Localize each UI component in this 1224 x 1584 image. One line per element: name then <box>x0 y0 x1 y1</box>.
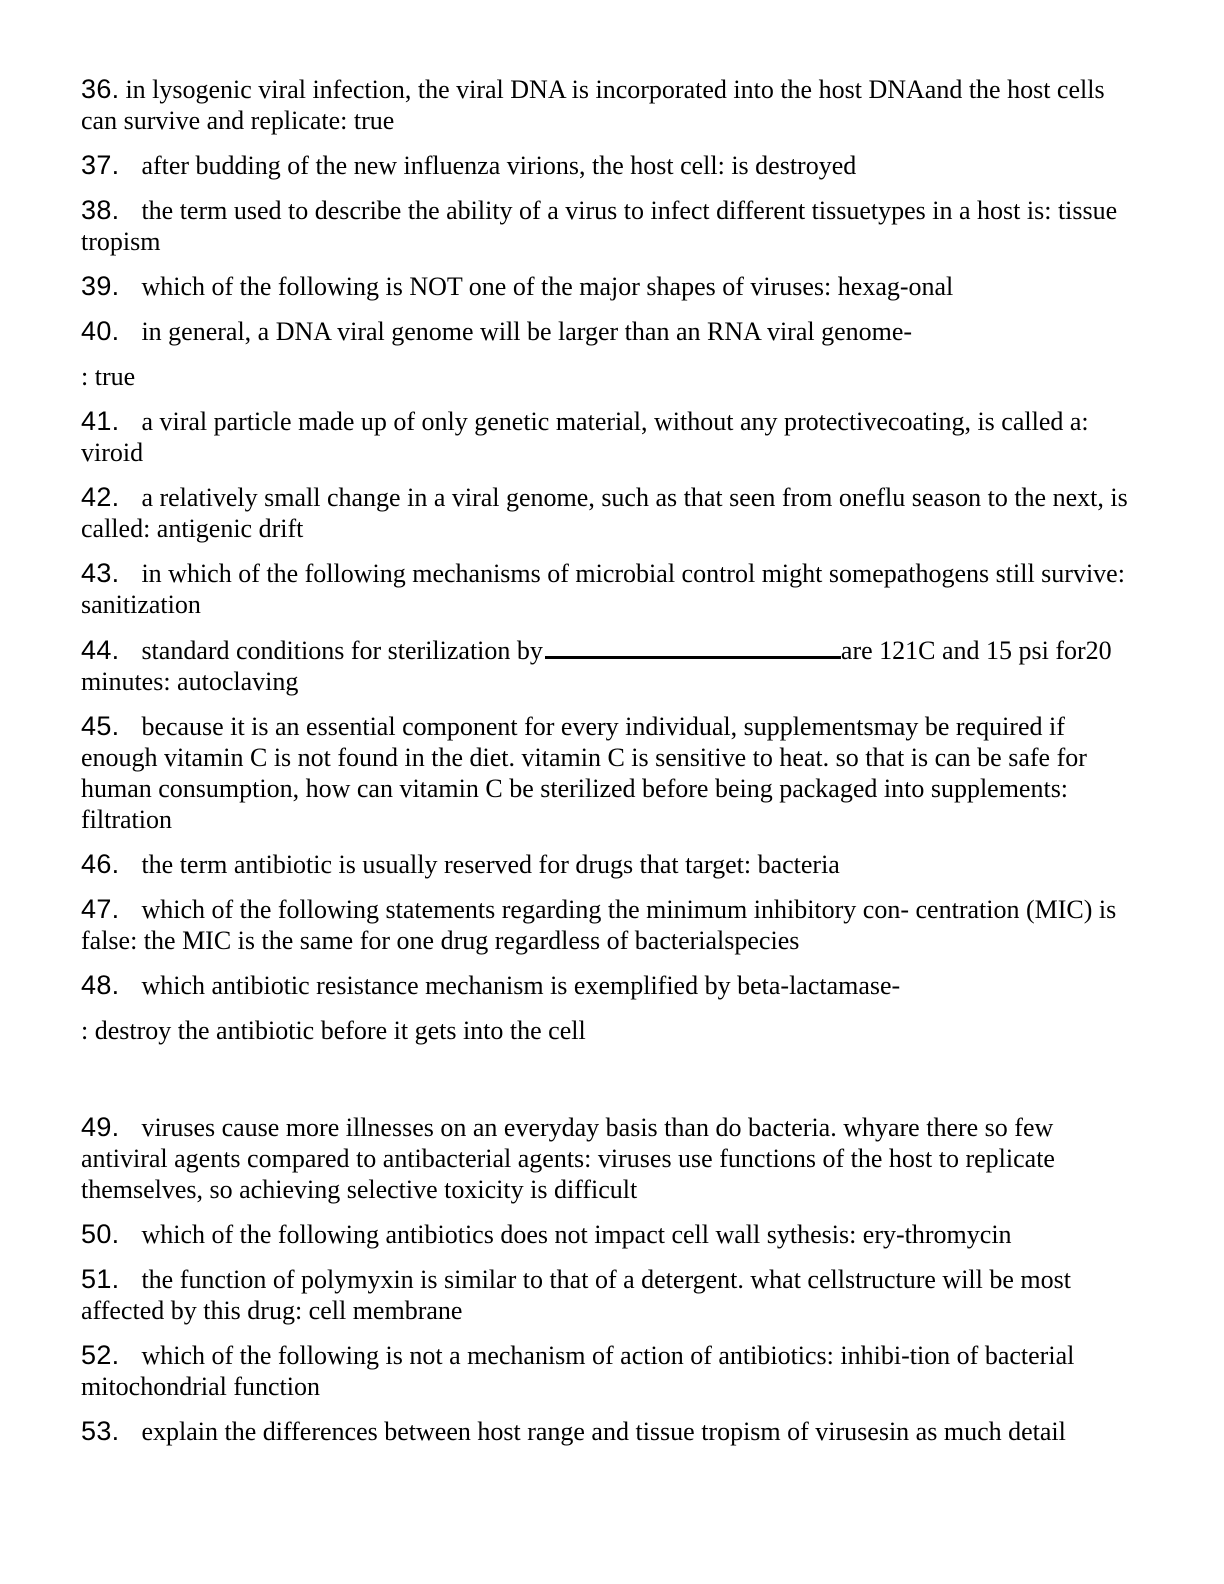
question-text: explain the differences between host range and tissue tropism of virusesin as much detail <box>141 1417 1066 1446</box>
question-number: 40. <box>81 316 120 346</box>
question-number: 38. <box>81 195 120 225</box>
question-46 <box>81 849 1133 880</box>
question-text: a viral particle made up of only genetic material, without any protectivecoating, is called a: viroid <box>81 407 1089 467</box>
question-number: 49. <box>81 1112 120 1142</box>
question-number: 48. <box>81 970 120 1000</box>
question-47 <box>81 894 1133 956</box>
question-text: a relatively small change in a viral genome, such as that seen from oneflu season to the next, is called: antigenic drift <box>81 483 1128 543</box>
question-43 <box>81 558 1133 620</box>
question-48-answer: : destroy the antibiotic before it gets into the cell <box>81 1016 586 1045</box>
question-text: which of the following antibiotics does not impact cell wall sythesis: ery-thromycin <box>141 1220 1012 1249</box>
question-37 <box>81 150 1133 181</box>
question-38 <box>81 195 1133 257</box>
question-45 <box>81 711 1133 835</box>
document-page <box>81 74 1133 1461</box>
question-text: because it is an essential component for every individual, supplementsmay be required if enough vitamin C is not found in the diet. vitamin C is sensitive to heat. so that is can be safe for human consumption, how can vitamin C be sterilized before being packaged into supplements: filtration <box>81 712 1087 834</box>
question-text: in which of the following mechanisms of microbial control might somepathogens still survive: sanitization <box>81 559 1125 619</box>
question-text: which of the following statements regarding the minimum inhibitory con- centration (MIC) is false: the MIC is the same for one drug regardless of bacterialspecies <box>81 895 1117 955</box>
question-text: the term used to describe the ability of a virus to infect different tissuetypes in a host is: tissue tropism <box>81 196 1118 256</box>
question-text-after-blank: are 121C and 15 psi for20 minutes: autoclaving <box>81 636 1112 696</box>
question-text: viruses cause more illnesses on an everyday basis than do bacteria. whyare there so few antiviral agents compared to antibacterial agents: viruses use functions of the host to replicate themselves, so achieving selective toxicity is difficult <box>81 1113 1055 1204</box>
question-number: 42. <box>81 482 120 512</box>
question-52 <box>81 1340 1133 1402</box>
question-number: 41. <box>81 406 120 436</box>
question-text-before-blank: standard conditions for sterilization by <box>141 636 543 665</box>
question-number: 46. <box>81 849 120 879</box>
question-number: 53. <box>81 1416 120 1446</box>
question-53 <box>81 1416 1133 1447</box>
question-42 <box>81 482 1133 544</box>
question-48 <box>81 970 1133 1001</box>
vertical-spacer <box>81 1060 1133 1112</box>
question-text: in lysogenic viral infection, the viral DNA is incorporated into the host DNAand the host cells can survive and replicate: true <box>81 75 1105 135</box>
question-50 <box>81 1219 1133 1250</box>
question-text: the term antibiotic is usually reserved for drugs that target: bacteria <box>141 850 840 879</box>
question-text: which of the following is NOT one of the major shapes of viruses: hexag-onal <box>141 272 954 301</box>
fill-in-blank-line <box>545 634 841 659</box>
question-44 <box>81 634 1133 697</box>
question-text: in general, a DNA viral genome will be larger than an RNA viral genome- <box>141 317 913 346</box>
question-40 <box>81 316 1133 347</box>
question-number: 52. <box>81 1340 120 1370</box>
question-number: 43. <box>81 558 120 588</box>
question-number: 39. <box>81 271 120 301</box>
question-number: 51. <box>81 1264 120 1294</box>
question-41 <box>81 406 1133 468</box>
question-36 <box>81 74 1133 136</box>
question-number: 36. <box>81 74 120 104</box>
question-number: 44. <box>81 635 120 665</box>
question-text: the function of polymyxin is similar to that of a detergent. what cellstructure will be most affected by this drug: cell membrane <box>81 1265 1071 1325</box>
question-39 <box>81 271 1133 302</box>
question-number: 45. <box>81 711 120 741</box>
question-number: 37. <box>81 150 120 180</box>
question-text: after budding of the new influenza virions, the host cell: is destroyed <box>141 151 857 180</box>
question-40-answer: : true <box>81 362 136 391</box>
question-number: 50. <box>81 1219 120 1249</box>
question-number: 47. <box>81 894 120 924</box>
question-text: which of the following is not a mechanism of action of antibiotics: inhibi-tion of bacterial mitochondrial function <box>81 1341 1075 1401</box>
question-51 <box>81 1264 1133 1326</box>
question-text: which antibiotic resistance mechanism is exemplified by beta-lactamase- <box>141 971 901 1000</box>
question-49 <box>81 1112 1133 1205</box>
